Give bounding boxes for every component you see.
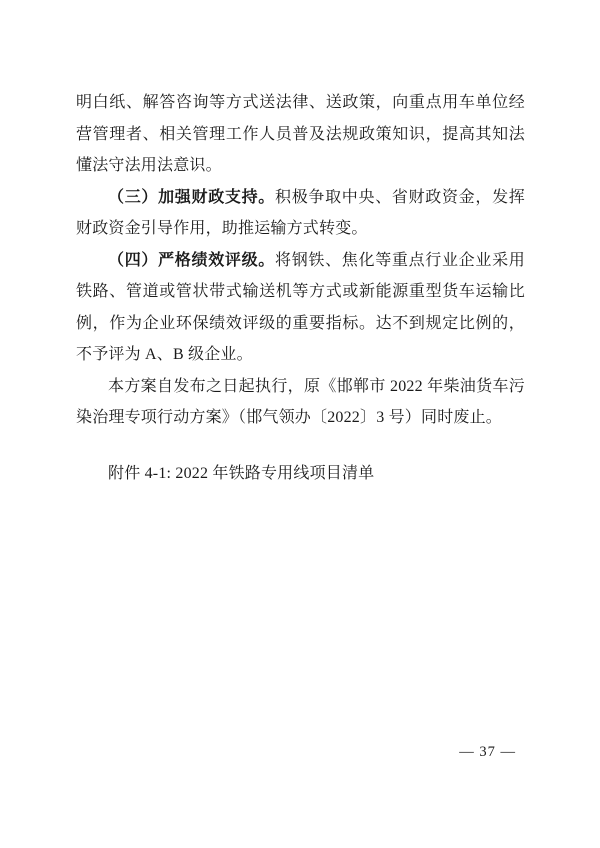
body-paragraph-continuation (76, 87, 525, 182)
body-paragraph-section-3 (76, 182, 525, 245)
paragraph-text: 积极争取中央、省财政资金，发挥财政资金引导作用，助推运输方式转变。 (76, 188, 525, 237)
paragraph-text: 本方案自发布之日起执行，原《邯郸市 2022 年柴油货车污染治理专项行动方案》（邯气领办〔2022〕3 号）同时废止。 (76, 377, 525, 426)
page-number: — 37 — (459, 744, 516, 760)
document-body (76, 87, 525, 489)
body-paragraph-section-4 (76, 245, 525, 371)
attachment-reference-line: 附件 4-1: 2022 年铁路专用线项目清单 (108, 464, 375, 482)
paragraph-lead: （四）严格绩效评级。 (108, 251, 275, 269)
paragraph-text: 明白纸、解答咨询等方式送法律、送政策，向重点用车单位经营管理者、相关管理工作人员普及法规政策知识，提高其知法懂法守法用法意识。 (76, 94, 525, 174)
paragraph-text: 将钢铁、焦化等重点行业企业采用铁路、管道或管状带式输送机等方式或新能源重型货车运输比例，作为企业环保绩效评级的重要指标。达不到规定比例的，不予评为 A、B 级企业。 (76, 251, 525, 363)
paragraph-lead: （三）加强财政支持。 (108, 188, 275, 206)
body-paragraph-effective-date (76, 371, 525, 434)
